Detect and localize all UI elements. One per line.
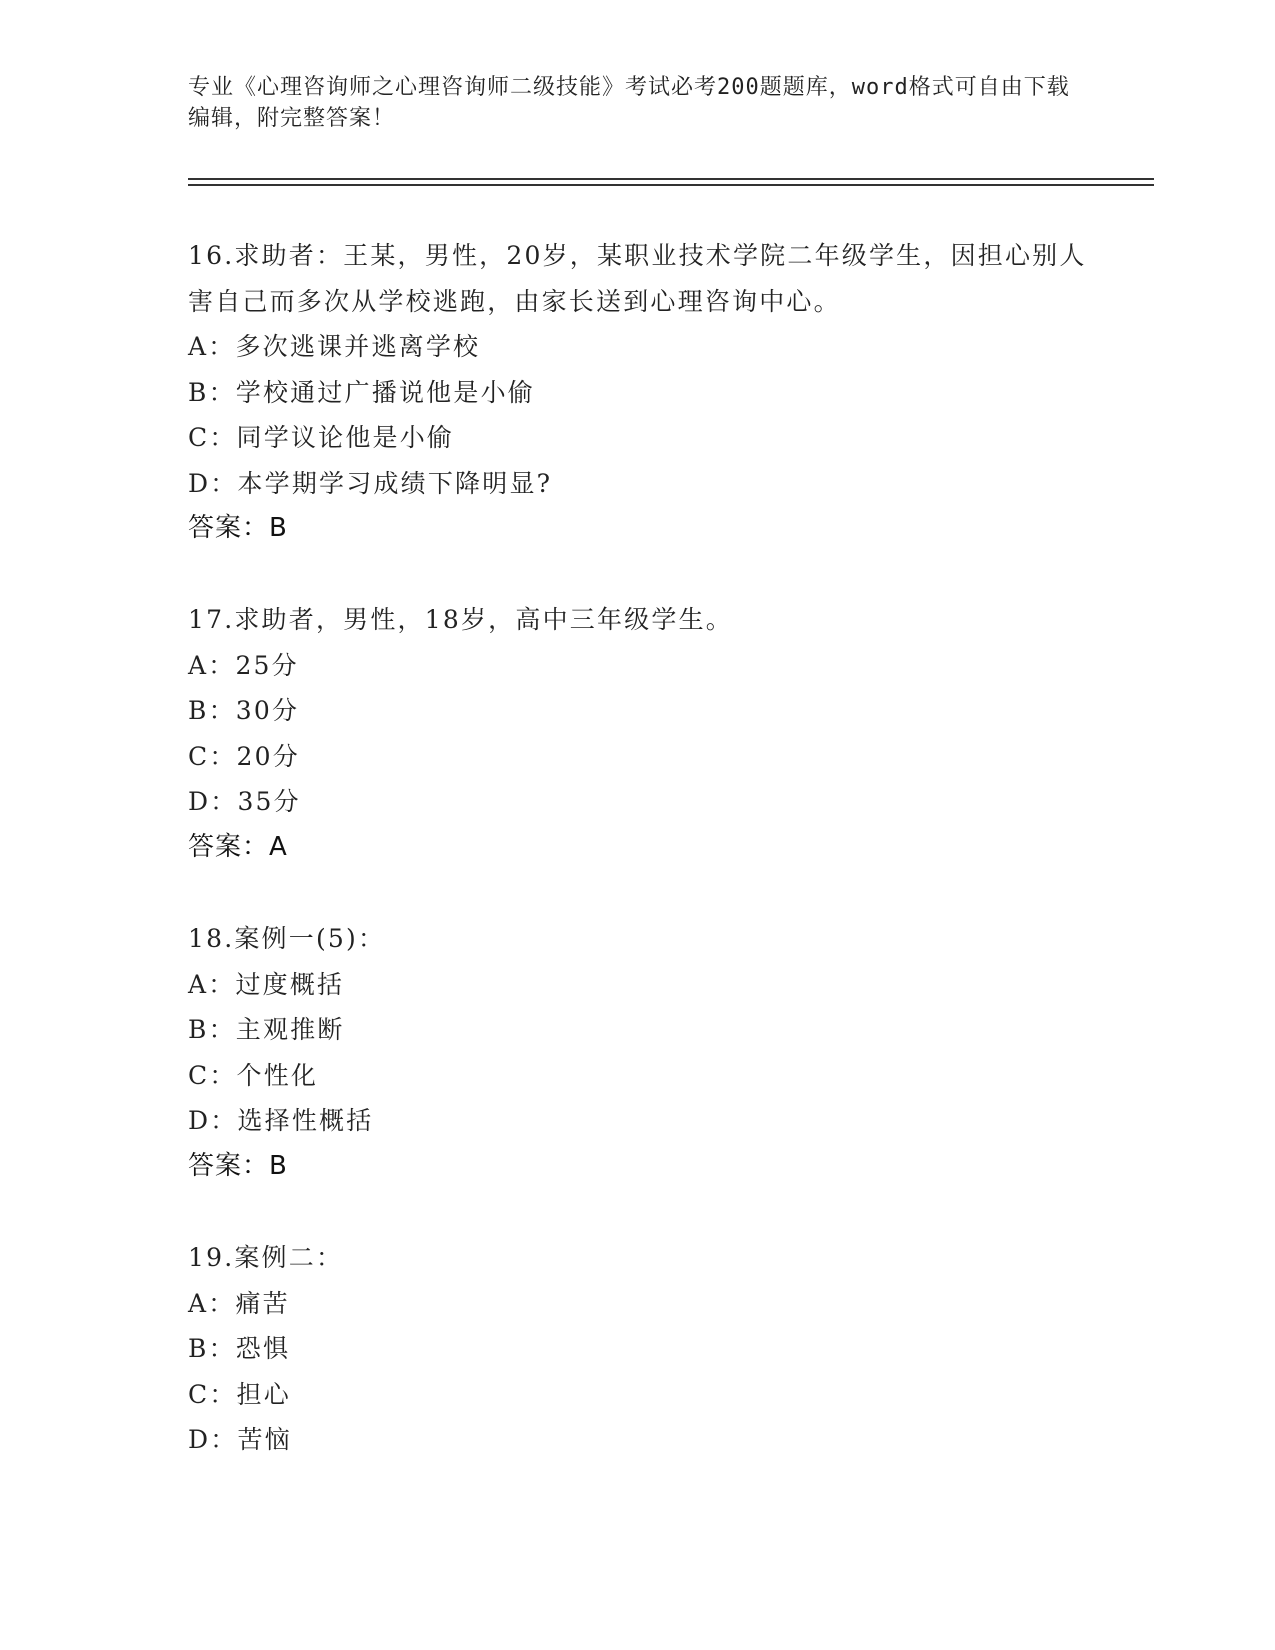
option-a: A：痛苦 xyxy=(188,1288,290,1318)
question-stem: 19.案例二： xyxy=(188,1243,344,1272)
answer-label: 答案：A xyxy=(188,831,288,862)
option-c: C：同学议论他是小偷 xyxy=(188,423,455,452)
question-stem: 18.案例一(5)： xyxy=(188,924,386,953)
question-16 xyxy=(188,233,1088,552)
header-divider-top xyxy=(188,178,1154,180)
header-divider-bottom xyxy=(188,184,1154,186)
question-stem: 17.求助者，男性，18岁，高中三年级学生。 xyxy=(188,605,733,634)
option-a: A：过度概括 xyxy=(188,969,345,999)
question-17 xyxy=(188,597,1088,870)
option-d: D：35分 xyxy=(188,787,301,816)
answer-label: 答案：B xyxy=(188,513,288,543)
option-d: D：苦恼 xyxy=(188,1425,292,1454)
option-d: D：选择性概括 xyxy=(188,1106,374,1135)
option-b: B：主观推断 xyxy=(188,1015,345,1044)
option-a: A：25分 xyxy=(188,650,299,680)
question-stem: 16.求助者：王某，男性，20岁，某职业技术学院二年级学生，因担心别人害自己而多次从学校逃跑，由家长送到心理咨询中心。 xyxy=(188,241,1087,316)
option-a: A：多次逃课并逃离学校 xyxy=(188,332,481,361)
option-c: C：个性化 xyxy=(188,1060,319,1090)
question-19 xyxy=(188,1235,1088,1463)
option-d: D：本学期学习成绩下降明显? xyxy=(188,468,553,498)
option-b: B：恐惧 xyxy=(188,1334,291,1363)
question-18 xyxy=(188,916,1088,1189)
answer-label: 答案：B xyxy=(188,1150,288,1181)
option-b: B：30分 xyxy=(188,696,300,725)
document-header: 专业《心理咨询师之心理咨询师二级技能》考试必考200题题库，word格式可自由下载编辑，附完整答案！ xyxy=(188,75,1070,131)
option-b: B：学校通过广播说他是小偷 xyxy=(188,377,535,407)
option-c: C：担心 xyxy=(188,1379,291,1409)
option-c: C：20分 xyxy=(188,741,300,771)
